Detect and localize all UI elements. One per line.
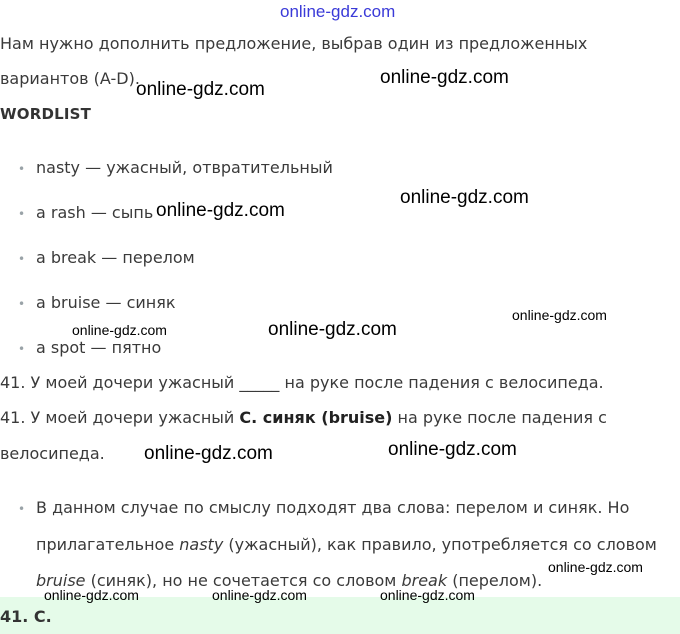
wordlist-item: a break — перелом	[36, 248, 195, 267]
explanation-line-1: В данном случае по смыслу подходят два слова: перелом и синяк. Но	[36, 498, 630, 517]
watermark-top: online-gdz.com	[280, 2, 396, 21]
watermark: online-gdz.com	[380, 67, 509, 88]
watermark: online-gdz.com	[72, 322, 167, 338]
watermark: online-gdz.com	[136, 79, 265, 100]
answer-highlight: C. синяк (bruise)	[239, 408, 393, 427]
answer-after: на руке после падения с	[392, 408, 607, 427]
explanation-term: break	[401, 571, 448, 590]
watermark: online-gdz.com	[380, 587, 475, 603]
explanation-text: (ужасный), как правило, употребляется со словом	[223, 535, 657, 554]
wordlist-item: a rash — сыпь	[36, 203, 154, 222]
watermark: online-gdz.com	[388, 439, 517, 460]
bullet-icon: •	[18, 297, 26, 311]
final-answer: 41. C.	[0, 607, 52, 626]
watermark: online-gdz.com	[144, 443, 273, 464]
watermark: online-gdz.com	[400, 187, 529, 208]
explanation-text: прилагательное	[36, 535, 180, 554]
explanation-line-2	[36, 537, 657, 553]
explanation-text: (перелом).	[447, 571, 543, 590]
bullet-icon: •	[18, 207, 26, 221]
bullet-icon: •	[18, 252, 26, 266]
bullet-icon: •	[18, 162, 26, 176]
wordlist-item: a bruise — синяк	[36, 293, 176, 312]
explanation-term: nasty	[179, 535, 224, 554]
watermark: online-gdz.com	[212, 587, 307, 603]
intro-line-1: Нам нужно дополнить предложение, выбрав один из предложенных	[0, 34, 588, 53]
question-text: 41. У моей дочери ужасный _____ на руке после падения с велосипеда.	[0, 373, 604, 392]
answer-line-2: велосипеда.	[0, 444, 105, 463]
bullet-icon: •	[18, 502, 26, 516]
intro-line-2: вариантов (A-D).	[0, 69, 140, 88]
watermark: online-gdz.com	[548, 559, 643, 575]
explanation-text: (синяк), но не сочетается со словом	[85, 571, 402, 590]
watermark: online-gdz.com	[156, 200, 285, 221]
watermark: online-gdz.com	[268, 319, 397, 340]
answer-before: 41. У моей дочери ужасный	[0, 408, 240, 427]
explanation-term: bruise	[36, 571, 86, 590]
wordlist-item: a spot — пятно	[36, 338, 162, 357]
watermark: online-gdz.com	[44, 587, 139, 603]
bullet-icon: •	[18, 342, 26, 356]
answer-line-1	[0, 410, 607, 426]
wordlist-heading: WORDLIST	[0, 105, 92, 123]
wordlist-item: nasty — ужасный, отвратительный	[36, 158, 333, 177]
watermark: online-gdz.com	[512, 307, 607, 323]
